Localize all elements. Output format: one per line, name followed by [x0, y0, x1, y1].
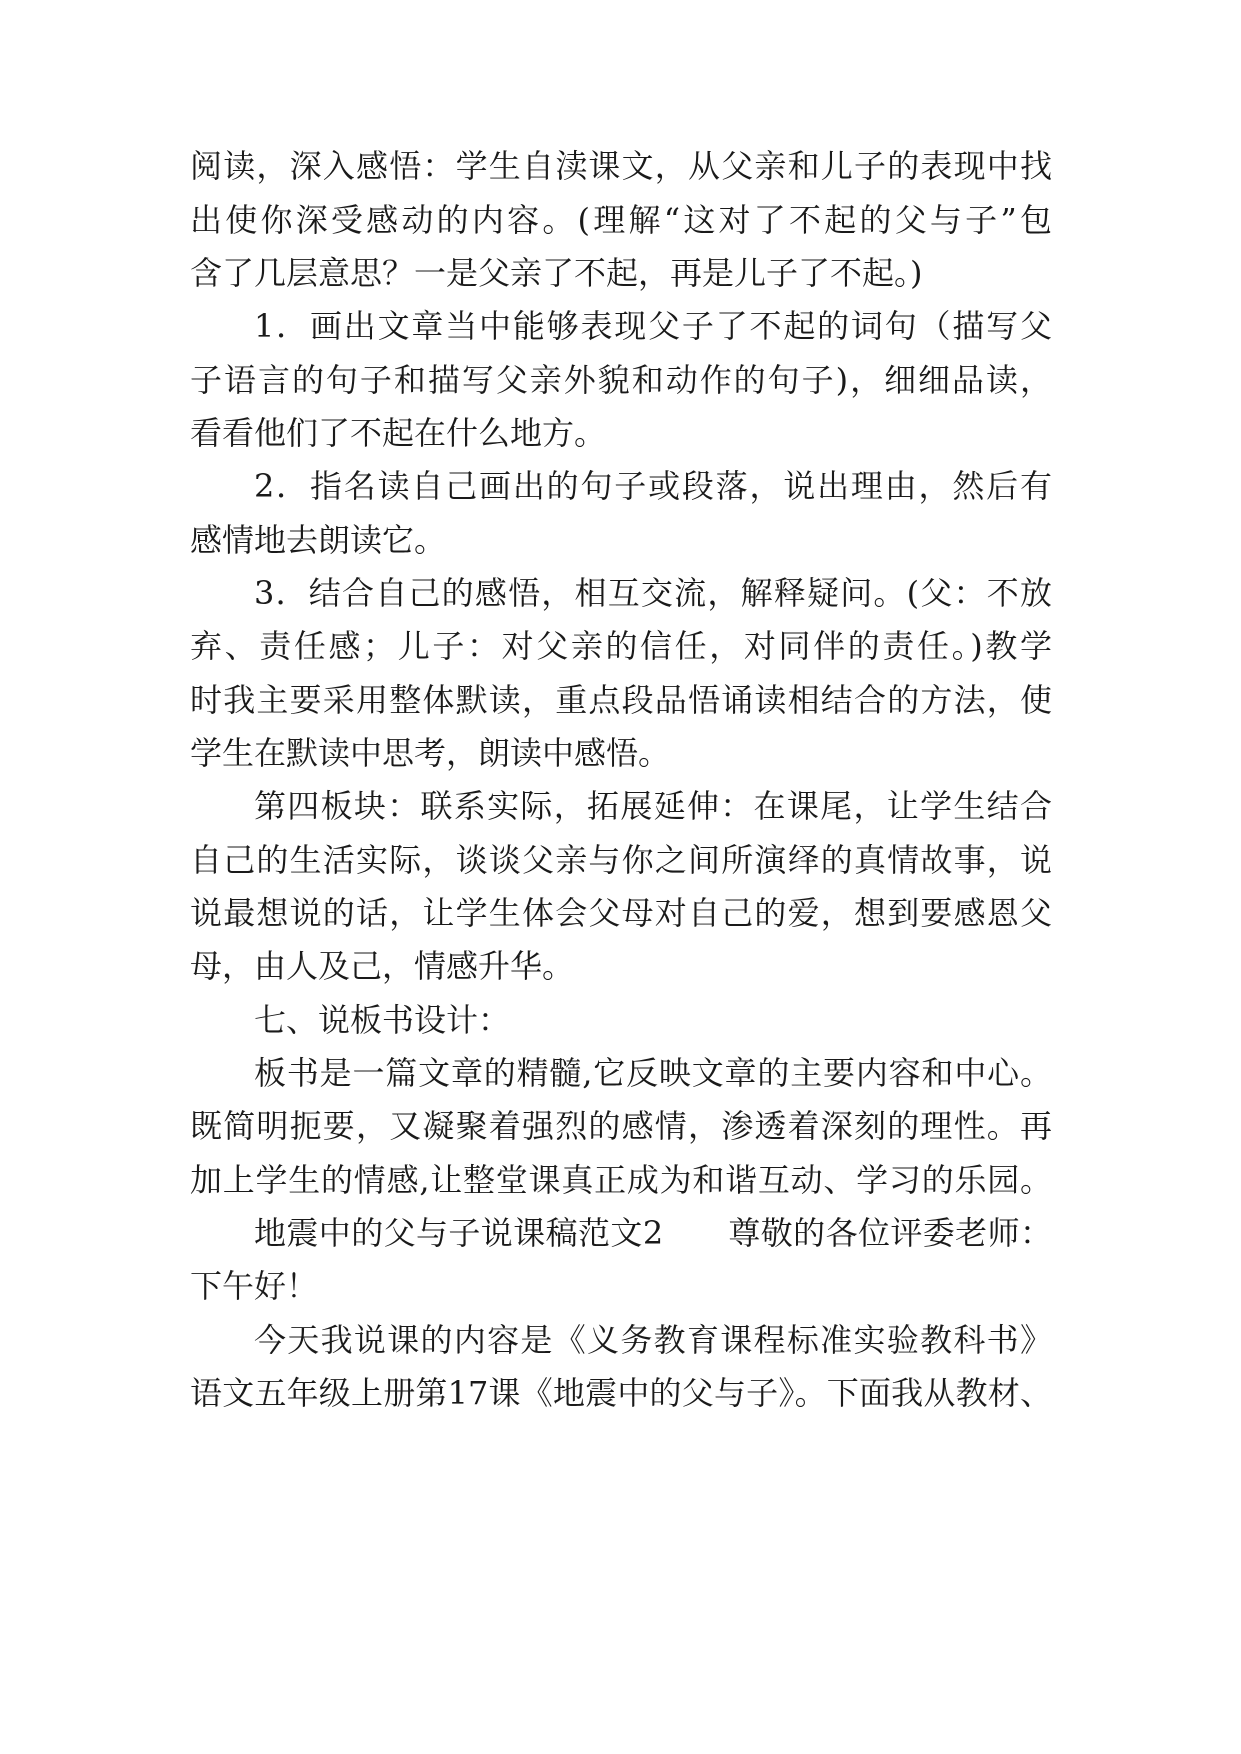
text-line: 今天我说课的内容是《义务教育课程标准实验教科书》	[254, 1321, 1052, 1359]
text-line: 2．指名读自己画出的句子或段落，说出理由，然后有	[254, 467, 1052, 505]
text-line: 子语言的句子和描写父亲外貌和动作的句子)，细细品读，	[190, 361, 1052, 399]
text-line: 1．画出文章当中能够表现父子了不起的词句（描写父	[254, 307, 1052, 345]
text-line: 学生在默读中思考，朗读中感悟。	[190, 734, 671, 772]
text-line: 加上学生的情感,让整堂课真正成为和谐互动、学习的乐园。	[190, 1161, 1052, 1199]
text-line: 3．结合自己的感悟，相互交流，解释疑问。(父：不放	[254, 574, 1052, 612]
text-line: 自己的生活实际，谈谈父亲与你之间所演绎的真情故事，说	[190, 841, 1052, 879]
text-line: 第四板块：联系实际，拓展延伸：在课尾，让学生结合	[254, 787, 1052, 825]
text-line: 语文五年级上册第17课《地震中的父与子》。下面我从教材、	[190, 1374, 1052, 1412]
text-line: 板书是一篇文章的精髓,它反映文章的主要内容和中心。	[254, 1054, 1052, 1092]
text-line: 说最想说的话，让学生体会父母对自己的爱，想到要感恩父	[190, 894, 1052, 932]
text-line: 时我主要采用整体默读，重点段品悟诵读相结合的方法，使	[190, 681, 1052, 719]
text-line: 地震中的父与子说课稿范文2 尊敬的各位评委老师：	[254, 1214, 1052, 1252]
text-line: 看看他们了不起在什么地方。	[190, 414, 607, 452]
text-line: 下午好！	[190, 1267, 319, 1305]
text-line: 弃、责任感；儿子：对父亲的信任，对同伴的责任。)教学	[190, 627, 1052, 665]
text-line: 出使你深受感动的内容。(理解“这对了不起的父与子”包	[190, 201, 1052, 239]
text-line: 既简明扼要，又凝聚着强烈的感情，渗透着深刻的理性。再	[190, 1107, 1052, 1145]
section-heading: 七、说板书设计：	[254, 1001, 511, 1039]
text-line: 感情地去朗读它。	[190, 521, 447, 559]
text-line: 含了几层意思？一是父亲了不起，再是儿子了不起。)	[190, 254, 923, 292]
document-page	[190, 0, 1052, 1754]
text-line: 母，由人及己，情感升华。	[190, 947, 575, 985]
text-line: 阅读，深入感悟：学生自渎课文，从父亲和儿子的表现中找	[190, 147, 1052, 185]
